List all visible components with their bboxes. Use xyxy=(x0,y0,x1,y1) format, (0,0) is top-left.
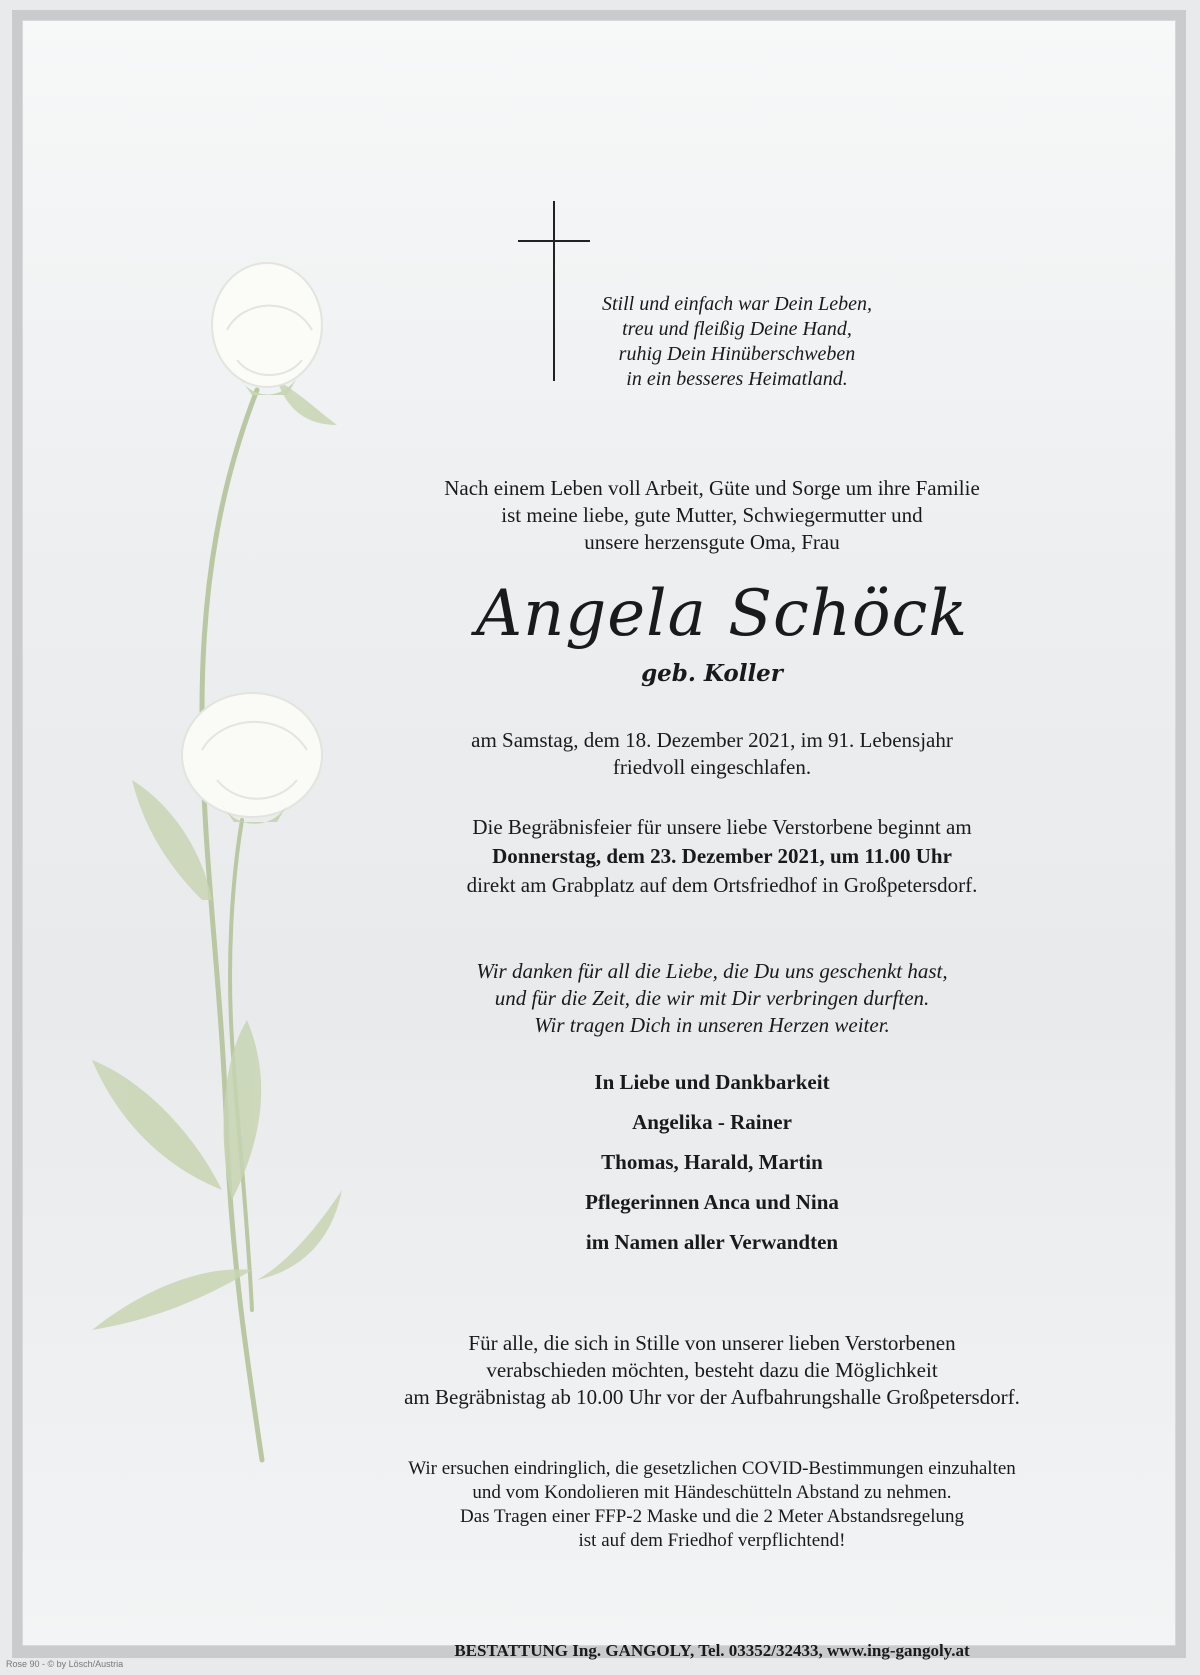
thanks-line: Wir tragen Dich in unseren Herzen weiter. xyxy=(534,1013,890,1037)
poem-line: treu und fleißig Deine Hand, xyxy=(622,318,852,340)
intro-line: Nach einem Leben voll Arbeit, Güte und Sorge um ihre Familie xyxy=(444,476,980,500)
funeral-date: Donnerstag, dem 23. Dezember 2021, um 11.00 Uhr xyxy=(492,844,952,868)
farewell-line: am Begräbnistag ab 10.00 Uhr vor der Aufbahrungshalle Großpetersdorf. xyxy=(404,1385,1020,1409)
funeral-line: Die Begräbnisfeier für unsere liebe Verstorbene beginnt am xyxy=(472,815,972,839)
covid-line: ist auf dem Friedhof verpflichtend! xyxy=(578,1530,846,1551)
thanks-text xyxy=(352,958,1072,1039)
white-roses-icon xyxy=(52,260,372,1490)
thanks-line: Wir danken für all die Liebe, die Du uns geschenkt hast, xyxy=(476,959,948,983)
intro-line: ist meine liebe, gute Mutter, Schwiegermutter und xyxy=(501,503,923,527)
farewell-line: Für alle, die sich in Stille von unserer lieben Verstorbenen xyxy=(468,1331,956,1355)
maiden-name: geb. Koller xyxy=(641,660,783,687)
death-notice xyxy=(352,727,1072,781)
funeral-home-footer: BESTATTUNG Ing. GANGOLY, Tel. 03352/32433, www.ing-gangoly.at xyxy=(454,1641,970,1660)
poem xyxy=(542,292,932,392)
mourner-entry: Angelika - Rainer xyxy=(632,1110,792,1134)
mourners-heading: In Liebe und Dankbarkeit xyxy=(594,1070,830,1094)
parte-card xyxy=(22,20,1176,1660)
death-line: am Samstag, dem 18. Dezember 2021, im 91. Lebensjahr xyxy=(471,728,953,752)
intro-text xyxy=(352,475,1072,556)
mourner-entry: im Namen aller Verwandten xyxy=(585,1230,839,1254)
poem-line: Still und einfach war Dein Leben, xyxy=(602,293,872,315)
covid-line: und vom Kondolieren mit Händeschütteln Abstand zu nehmen. xyxy=(472,1482,952,1503)
farewell-info xyxy=(342,1330,1082,1411)
funeral-location: direkt am Grabplatz auf dem Ortsfriedhof in Großpetersdorf. xyxy=(466,873,978,897)
covid-notice xyxy=(342,1457,1082,1553)
poem-line: in ein besseres Heimatland. xyxy=(626,368,848,390)
covid-line: Das Tragen einer FFP-2 Maske und die 2 Meter Abstandsregelung xyxy=(460,1506,964,1527)
deceased-name: Angela Schöck xyxy=(475,577,969,651)
farewell-line: verabschieden möchten, besteht dazu die Möglichkeit xyxy=(486,1358,938,1382)
intro-line: unsere herzensgute Oma, Frau xyxy=(584,530,840,554)
death-line: friedvoll eingeschlafen. xyxy=(612,755,812,779)
mourners-list xyxy=(352,1062,1072,1262)
mourner-entry: Pflegerinnen Anca und Nina xyxy=(585,1190,839,1214)
mourner-entry: Thomas, Harald, Martin xyxy=(601,1150,823,1174)
parte-page xyxy=(12,10,1186,1658)
poem-line: ruhig Dein Hinüberschweben xyxy=(618,343,856,365)
image-credit: Rose 90 - © by Lösch/Austria xyxy=(6,1659,124,1669)
covid-line: Wir ersuchen eindringlich, die gesetzlichen COVID-Bestimmungen einzuhalten xyxy=(408,1458,1016,1479)
thanks-line: und für die Zeit, die wir mit Dir verbringen durften. xyxy=(494,986,930,1010)
funeral-info xyxy=(352,813,1092,900)
